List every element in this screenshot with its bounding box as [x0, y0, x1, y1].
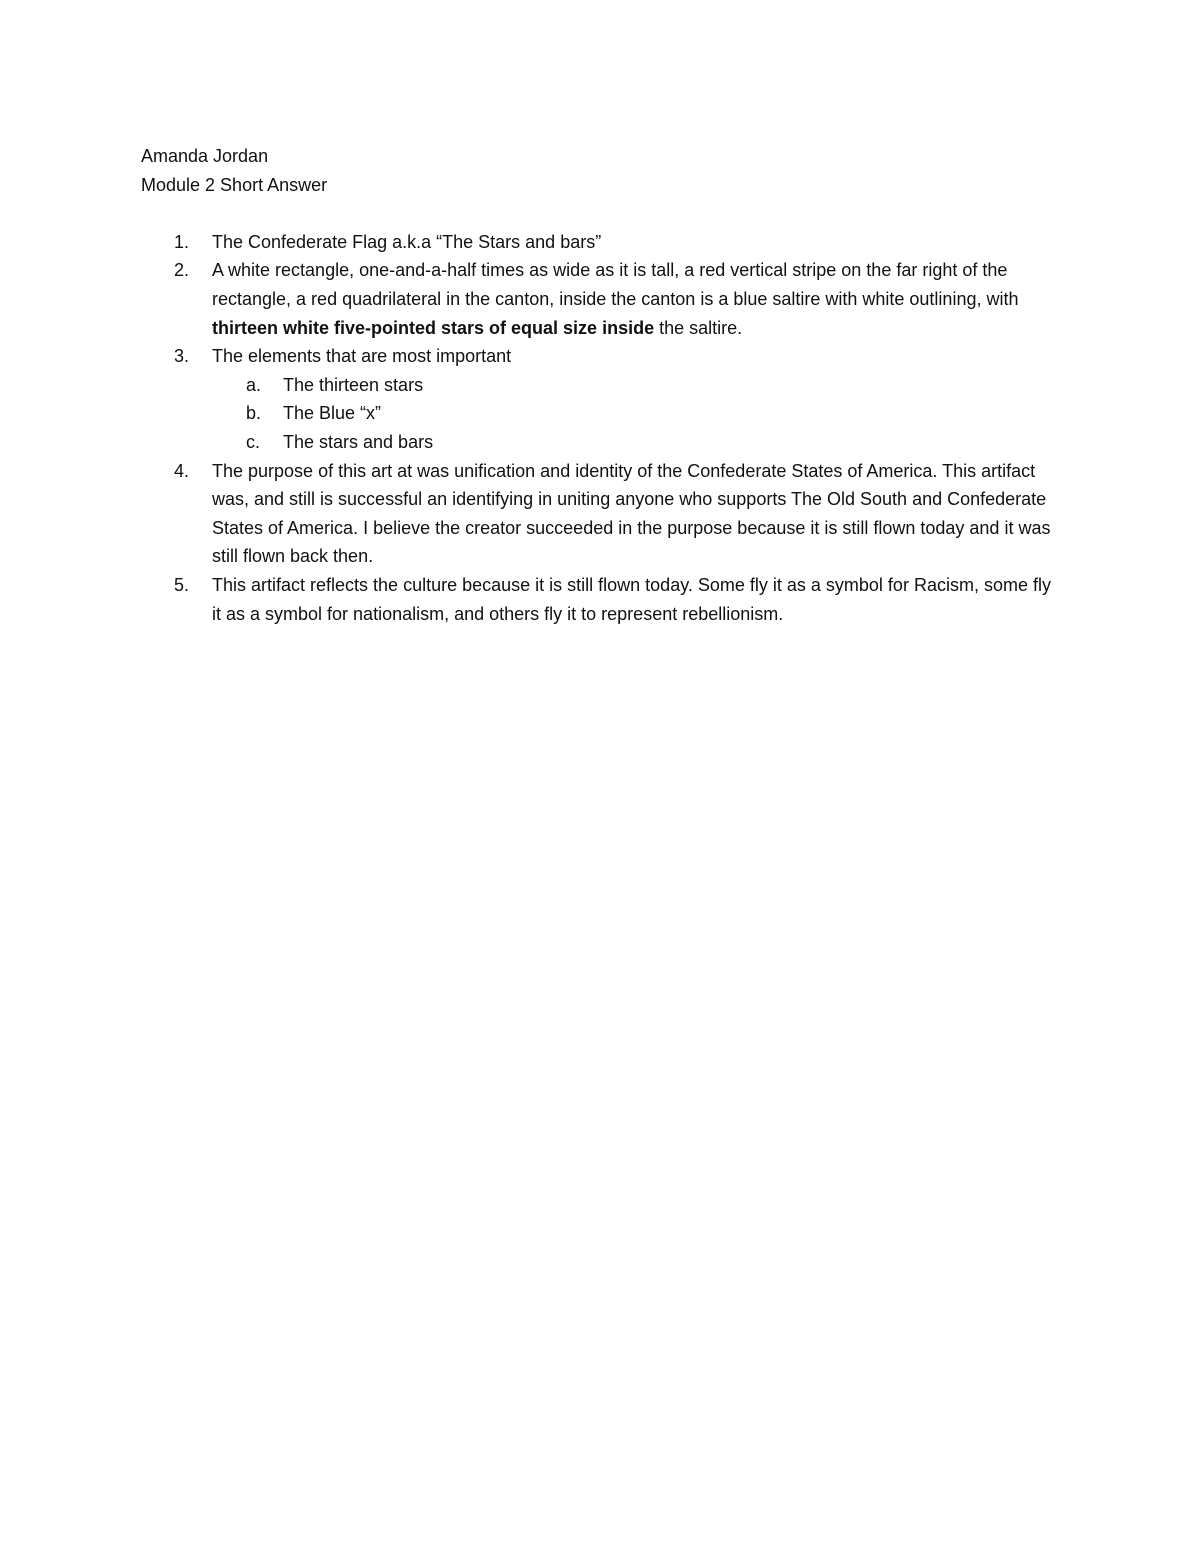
- answer-item-1: [141, 228, 1061, 257]
- answer-number: 1.: [174, 231, 190, 252]
- answer-item-5: [141, 571, 1061, 628]
- sub-item-text: The Blue “x”: [283, 403, 382, 424]
- assignment-title: Module 2 Short Answer: [141, 174, 328, 195]
- answer-bold-text: thirteen white five-pointed stars of equal size inside: [212, 317, 655, 338]
- blank-line: [141, 199, 1061, 228]
- author-name: Amanda Jordan: [141, 146, 269, 166]
- answer-text-before-bold: A white rectangle, one-and-a-half times as wide as it is tall, a red vertical stripe on the far right of the rectangle, a red quadrilateral in the canton, inside the canton is a blue saltire with white outlining, with: [212, 260, 1019, 309]
- answer-number: 2.: [174, 260, 190, 281]
- sub-item-b: [212, 399, 1061, 428]
- sub-item-text: The stars and bars: [283, 431, 434, 452]
- sub-item-letter: b.: [246, 403, 262, 424]
- answer-text: The Confederate Flag a.k.a “The Stars and bars”: [212, 231, 602, 252]
- answer-item-4: [141, 457, 1061, 571]
- answer-text: The elements that are most important: [212, 346, 512, 367]
- answer-list: [141, 228, 1061, 628]
- sub-item-c: [212, 428, 1061, 457]
- answer-item-3: [141, 342, 1061, 456]
- sub-item-letter: c.: [246, 431, 261, 452]
- answer-text: The purpose of this art at was unification and identity of the Confederate States of America. This artifact was, and still is successful an identifying in uniting anyone who supports The Old South and Confederate States of America. I believe the creator succeeded in the purpose because it is still flown today and it was still flown back then.: [212, 460, 1051, 567]
- answer-text: This artifact reflects the culture because it is still flown today. Some fly it as a symbol for Racism, some fly it as a symbol for nationalism, and others fly it to represent rebellionism.: [212, 574, 1051, 624]
- answer-item-2: [141, 256, 1061, 342]
- answer-number: 5.: [174, 574, 190, 595]
- sub-item-letter: a.: [246, 374, 262, 395]
- sub-item-text: The thirteen stars: [283, 374, 424, 395]
- answer-text-after-bold: the saltire.: [654, 317, 743, 338]
- sub-item-a: [212, 371, 1061, 400]
- answer-number: 3.: [174, 346, 190, 367]
- document-body: [141, 142, 1061, 628]
- answer-number: 4.: [174, 460, 190, 481]
- sub-list: [212, 371, 1061, 457]
